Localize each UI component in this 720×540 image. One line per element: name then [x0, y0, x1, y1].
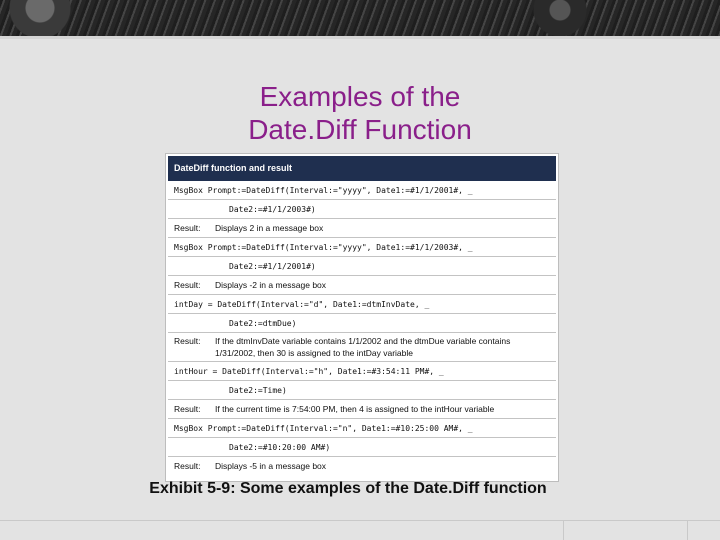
- result-label: Result:: [174, 404, 201, 414]
- example-2-code-line-2: Date2:=#1/1/2001#): [168, 257, 556, 276]
- example-2-code-line-1: MsgBox Prompt:=DateDiff(Interval:="yyyy", Date1:=#1/1/2003#, _: [168, 238, 556, 257]
- exhibit-table-header: DateDiff function and result: [168, 156, 556, 181]
- footer-divider: [0, 520, 720, 521]
- example-1-code-line-1: MsgBox Prompt:=DateDiff(Interval:="yyyy", Date1:=#1/1/2001#, _: [168, 181, 556, 200]
- example-1-result-text: Displays 2 in a message box: [215, 223, 324, 233]
- example-1-code-line-2: Date2:=#1/1/2003#): [168, 200, 556, 219]
- footer-divider-tick: [687, 521, 688, 540]
- example-3-code-line-1: intDay = DateDiff(Interval:="d", Date1:=dtmInvDate, _: [168, 295, 556, 314]
- example-1-result: [168, 219, 556, 238]
- exhibit-table: [165, 153, 559, 482]
- example-5-code-line-1: MsgBox Prompt:=DateDiff(Interval:="n", Date1:=#10:25:00 AM#, _: [168, 419, 556, 438]
- result-label: Result:: [174, 280, 201, 290]
- example-5-result: [168, 457, 556, 476]
- example-4-result-text: If the current time is 7:54:00 PM, then 4 is assigned to the intHour variable: [215, 404, 495, 414]
- example-3-result-text: If the dtmInvDate variable contains 1/1/2002 and the dtmDue variable contains 1/31/2002, then 30 is assigned to the intDay variable: [215, 336, 511, 358]
- example-5-result-text: Displays -5 in a message box: [215, 461, 327, 471]
- exhibit-caption: Exhibit 5-9: Some examples of the Date.Diff function: [149, 480, 547, 497]
- example-4-code-line-1: intHour = DateDiff(Interval:="h", Date1:=#3:54:11 PM#, _: [168, 362, 556, 381]
- slide-title: [0, 80, 720, 146]
- slide-title-line-1: Examples of the: [259, 81, 461, 112]
- exhibit-rows: [168, 181, 556, 476]
- example-4-code-line-2: Date2:=Time): [168, 381, 556, 400]
- result-label: Result:: [174, 461, 201, 471]
- slide-title-line-2: Date.Diff Function: [248, 114, 472, 145]
- footer-divider-tick: [563, 521, 564, 540]
- example-5-code-line-2: Date2:=#10:20:00 AM#): [168, 438, 556, 457]
- example-3-result: [168, 333, 556, 362]
- decorative-header-band: [0, 0, 720, 36]
- example-3-code-line-2: Date2:=dtmDue): [168, 314, 556, 333]
- example-4-result: [168, 400, 556, 419]
- result-label: Result:: [174, 336, 201, 346]
- example-2-result-text: Displays -2 in a message box: [215, 280, 327, 290]
- example-2-result: [168, 276, 556, 295]
- result-label: Result:: [174, 223, 201, 233]
